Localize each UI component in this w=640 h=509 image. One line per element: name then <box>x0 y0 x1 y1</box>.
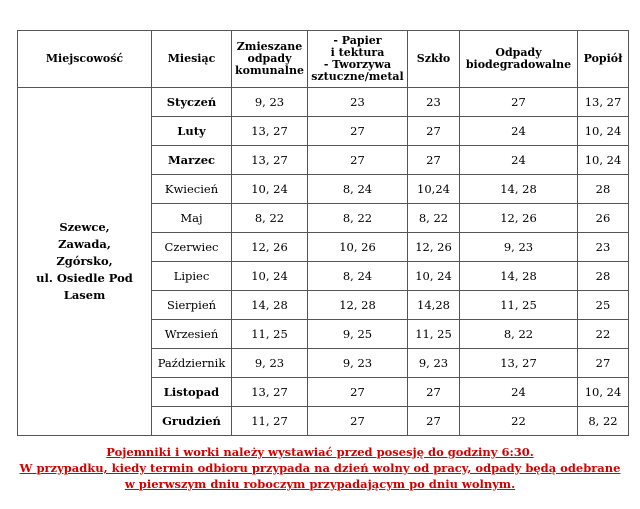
paper-plastic-cell: 8, 24 <box>308 262 408 291</box>
biodegradable-cell: 24 <box>460 117 578 146</box>
table-row <box>18 88 629 117</box>
biodegradable-cell: 11, 25 <box>460 291 578 320</box>
location-cell: Szewce, Zawada, Zgórsko, ul. Osiedle Pod Lasem <box>18 88 152 436</box>
mixed-waste-cell: 9, 23 <box>232 349 308 378</box>
ash-cell: 25 <box>578 291 629 320</box>
biodegradable-cell: 22 <box>460 407 578 436</box>
month-cell: Sierpień <box>152 291 232 320</box>
month-cell: Lipiec <box>152 262 232 291</box>
biodegradable-cell: 14, 28 <box>460 262 578 291</box>
month-cell: Luty <box>152 117 232 146</box>
ash-cell: 10, 24 <box>578 146 629 175</box>
mixed-waste-cell: 8, 22 <box>232 204 308 233</box>
mixed-waste-cell: 13, 27 <box>232 146 308 175</box>
glass-cell: 23 <box>408 88 460 117</box>
header-glass: Szkło <box>408 31 460 88</box>
mixed-waste-cell: 9, 23 <box>232 88 308 117</box>
ash-cell: 28 <box>578 175 629 204</box>
ash-cell: 10, 24 <box>578 378 629 407</box>
glass-cell: 27 <box>408 407 460 436</box>
header-row <box>18 31 629 88</box>
schedule-body <box>18 88 629 436</box>
header-ash: Popiół <box>578 31 629 88</box>
biodegradable-cell: 8, 22 <box>460 320 578 349</box>
paper-plastic-cell: 23 <box>308 88 408 117</box>
paper-plastic-cell: 10, 26 <box>308 233 408 262</box>
mixed-waste-cell: 13, 27 <box>232 378 308 407</box>
paper-plastic-cell: 27 <box>308 117 408 146</box>
paper-plastic-cell: 9, 25 <box>308 320 408 349</box>
glass-cell: 12, 26 <box>408 233 460 262</box>
header-location: Miejscowość <box>18 31 152 88</box>
mixed-waste-cell: 14, 28 <box>232 291 308 320</box>
paper-plastic-cell: 8, 24 <box>308 175 408 204</box>
glass-cell: 10,24 <box>408 175 460 204</box>
ash-cell: 10, 24 <box>578 117 629 146</box>
glass-cell: 8, 22 <box>408 204 460 233</box>
header-mixed-waste: Zmieszane odpady komunalne <box>232 31 308 88</box>
month-cell: Marzec <box>152 146 232 175</box>
paper-plastic-cell: 27 <box>308 146 408 175</box>
ash-cell: 28 <box>578 262 629 291</box>
ash-cell: 23 <box>578 233 629 262</box>
biodegradable-cell: 13, 27 <box>460 349 578 378</box>
mixed-waste-cell: 13, 27 <box>232 117 308 146</box>
header-month: Miesiąc <box>152 31 232 88</box>
biodegradable-cell: 9, 23 <box>460 233 578 262</box>
mixed-waste-cell: 11, 27 <box>232 407 308 436</box>
month-cell: Styczeń <box>152 88 232 117</box>
glass-cell: 27 <box>408 146 460 175</box>
header-biodegradable: Odpady biodegradowalne <box>460 31 578 88</box>
month-cell: Wrzesień <box>152 320 232 349</box>
collection-schedule-table <box>17 30 629 436</box>
month-cell: Październik <box>152 349 232 378</box>
ash-cell: 13, 27 <box>578 88 629 117</box>
paper-plastic-cell: 27 <box>308 407 408 436</box>
ash-cell: 26 <box>578 204 629 233</box>
month-cell: Grudzień <box>152 407 232 436</box>
paper-plastic-cell: 9, 23 <box>308 349 408 378</box>
glass-cell: 14,28 <box>408 291 460 320</box>
mixed-waste-cell: 12, 26 <box>232 233 308 262</box>
mixed-waste-cell: 10, 24 <box>232 262 308 291</box>
glass-cell: 11, 25 <box>408 320 460 349</box>
ash-cell: 8, 22 <box>578 407 629 436</box>
glass-cell: 27 <box>408 378 460 407</box>
biodegradable-cell: 14, 28 <box>460 175 578 204</box>
glass-cell: 27 <box>408 117 460 146</box>
biodegradable-cell: 24 <box>460 146 578 175</box>
biodegradable-cell: 24 <box>460 378 578 407</box>
mixed-waste-cell: 11, 25 <box>232 320 308 349</box>
mixed-waste-cell: 10, 24 <box>232 175 308 204</box>
ash-cell: 22 <box>578 320 629 349</box>
biodegradable-cell: 12, 26 <box>460 204 578 233</box>
month-cell: Maj <box>152 204 232 233</box>
paper-plastic-cell: 12, 28 <box>308 291 408 320</box>
note-line-3: w pierwszym dniu roboczym przypadającym po dniu wolnym. <box>124 477 516 491</box>
note-line-1: Pojemniki i worki należy wystawiać przed posesję do godziny 6:30. <box>106 445 534 459</box>
glass-cell: 9, 23 <box>408 349 460 378</box>
month-cell: Listopad <box>152 378 232 407</box>
notes-block <box>0 444 640 492</box>
note-line-2: W przypadku, kiedy termin odbioru przypada na dzień wolny od pracy, odpady będą odebrane <box>19 461 621 475</box>
biodegradable-cell: 27 <box>460 88 578 117</box>
paper-plastic-cell: 27 <box>308 378 408 407</box>
ash-cell: 27 <box>578 349 629 378</box>
month-cell: Kwiecień <box>152 175 232 204</box>
header-paper-plastic-metal: - Papier i tektura - Tworzywa sztuczne/metal <box>308 31 408 88</box>
glass-cell: 10, 24 <box>408 262 460 291</box>
paper-plastic-cell: 8, 22 <box>308 204 408 233</box>
month-cell: Czerwiec <box>152 233 232 262</box>
